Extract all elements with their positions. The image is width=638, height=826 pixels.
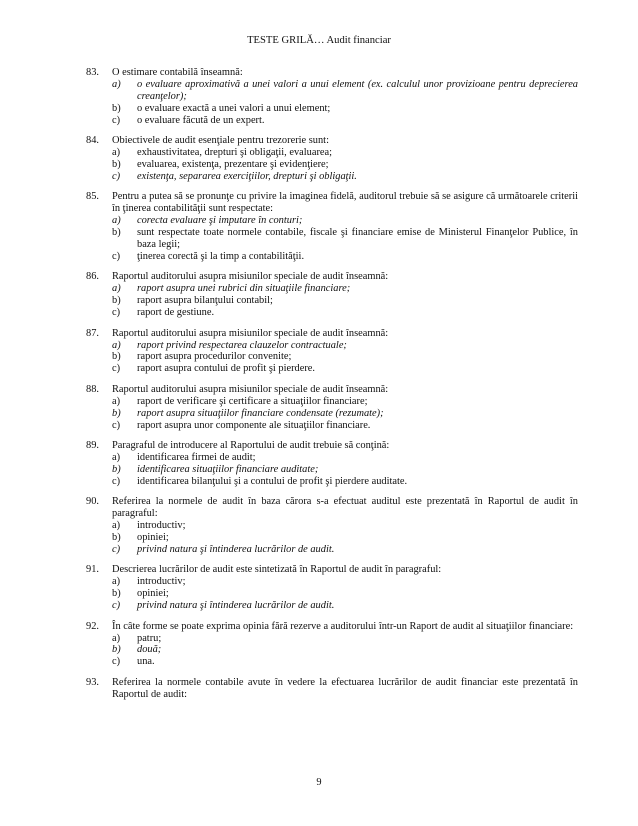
question-item — [86, 135, 578, 183]
question-item — [86, 384, 578, 432]
question-text: Raportul auditorului asupra misiunilor speciale de audit înseamnă: — [112, 383, 389, 395]
option-letter: c) — [112, 307, 121, 319]
answer-option — [112, 251, 578, 263]
option-text: raport asupra procedurilor convenite; — [137, 351, 292, 363]
question-item — [86, 496, 578, 556]
option-letter: b) — [112, 158, 121, 170]
question-text: O estimare contabilă înseamnă: — [112, 67, 243, 78]
answer-option-correct — [112, 283, 578, 295]
option-text: patru; — [137, 632, 162, 644]
option-text: raport asupra bilanţului contabil; — [137, 295, 273, 307]
option-text: o evaluare făcută de un expert. — [137, 114, 265, 126]
option-text: introductiv; — [137, 520, 186, 532]
option-text: identificarea bilanţului şi a contului de profit şi pierdere auditate. — [137, 475, 408, 487]
question-list — [86, 67, 578, 709]
answer-option-correct — [112, 464, 578, 476]
answer-option-correct — [112, 171, 578, 183]
option-letter: a) — [112, 147, 121, 159]
question-stem — [86, 328, 578, 340]
option-text: raport privind respectarea clauzelor contractuale; — [137, 339, 347, 351]
question-number: 92. — [86, 620, 99, 632]
question-stem — [86, 496, 578, 520]
answer-option — [112, 476, 578, 488]
option-letter: b) — [112, 463, 121, 475]
answer-option-correct — [112, 340, 578, 352]
option-text: identificarea situaţiilor financiare auditate; — [137, 463, 319, 475]
question-number: 91. — [86, 564, 99, 576]
option-text: una. — [137, 656, 155, 668]
answer-option — [112, 532, 578, 544]
question-text: Raportul auditorului asupra misiunilor speciale de audit înseamnă: — [112, 327, 389, 339]
option-letter: c) — [112, 170, 121, 182]
question-item — [86, 271, 578, 319]
option-text: două; — [137, 644, 162, 656]
answer-option-correct — [112, 544, 578, 556]
answer-options — [112, 340, 578, 376]
answer-options — [112, 576, 578, 612]
question-text: Descrierea lucrărilor de audit este sintetizată în Raportul de audit în paragraful: — [112, 564, 442, 576]
question-number: 85. — [86, 191, 99, 203]
option-letter: c) — [112, 363, 121, 375]
question-stem — [86, 564, 578, 576]
question-text: Referirea la normele de audit în baza cărora s-a efectuat auditul este prezentată în Raportul de audit în paragraful: — [112, 496, 578, 520]
question-number: 90. — [86, 496, 99, 508]
answer-options — [112, 452, 578, 488]
option-letter: a) — [112, 283, 121, 295]
option-letter: a) — [112, 632, 121, 644]
option-text: raport asupra unei rubrici din situaţiile financiare; — [137, 283, 351, 295]
page-header: TESTE GRILĂ… Audit financiar — [247, 35, 391, 46]
answer-option-correct — [112, 408, 578, 420]
question-item — [86, 67, 578, 127]
option-text: o evaluare exactă a unei valori a unui element; — [137, 102, 331, 114]
question-text: Pentru a putea să se pronunţe cu privire la imaginea fidelă, auditorul trebuie să se asigure că următoarele criterii în ţinerea contabilităţii sunt respectate: — [112, 191, 578, 215]
option-text: raport asupra unor componente ale situaţiilor financiare. — [137, 419, 371, 431]
question-text: Raportul auditorului asupra misiunilor speciale de audit înseamnă: — [112, 271, 389, 283]
answer-options — [112, 215, 578, 263]
answer-option-correct — [112, 600, 578, 612]
question-stem — [86, 271, 578, 283]
answer-option — [112, 227, 578, 251]
answer-option — [112, 520, 578, 532]
option-text: raport de verificare şi certificare a situaţiilor financiare; — [137, 395, 368, 407]
option-letter: a) — [112, 339, 121, 351]
option-letter: a) — [112, 215, 121, 227]
option-text: corecta evaluare şi imputare în conturi; — [137, 215, 303, 227]
answer-option — [112, 147, 578, 159]
question-item — [86, 621, 578, 669]
option-letter: b) — [112, 588, 121, 600]
option-letter: a) — [112, 520, 121, 532]
question-number: 83. — [86, 67, 99, 78]
answer-option — [112, 576, 578, 588]
option-letter: c) — [112, 600, 121, 612]
answer-options — [112, 283, 578, 319]
answer-option — [112, 452, 578, 464]
answer-option — [112, 307, 578, 319]
answer-options — [112, 396, 578, 432]
option-letter: c) — [112, 543, 121, 555]
option-text: ţinerea corectă şi la timp a contabilităţii. — [137, 250, 305, 262]
option-text: opiniei; — [137, 531, 169, 543]
option-text: raport de gestiune. — [137, 307, 215, 319]
option-letter: c) — [112, 250, 121, 262]
option-letter: a) — [112, 451, 121, 463]
option-text: identificarea firmei de audit; — [137, 451, 256, 463]
option-letter: c) — [112, 419, 121, 431]
answer-option — [112, 295, 578, 307]
answer-option — [112, 159, 578, 171]
question-item — [86, 677, 578, 701]
option-text: exhaustivitatea, drepturi şi obligaţii, evaluarea; — [137, 147, 333, 159]
question-number: 87. — [86, 327, 99, 339]
option-letter: c) — [112, 114, 121, 126]
option-letter: b) — [112, 644, 121, 656]
answer-option-correct — [112, 215, 578, 227]
option-text: raport asupra situaţiilor financiare condensate (rezumate); — [137, 407, 384, 419]
answer-options — [112, 633, 578, 669]
question-number: 84. — [86, 135, 99, 147]
question-text: Obiectivele de audit esenţiale pentru trezorerie sunt: — [112, 135, 329, 147]
question-item — [86, 328, 578, 376]
option-text: sunt respectate toate normele contabile, fiscale şi financiare emise de Ministerul Finanţelor Publice, în baza legii; — [137, 227, 578, 250]
option-letter: b) — [112, 407, 121, 419]
option-text: raport asupra contului de profit şi pierdere. — [137, 363, 316, 375]
question-number: 89. — [86, 440, 99, 452]
option-text: opiniei; — [137, 588, 169, 600]
option-letter: a) — [112, 576, 121, 588]
answer-option — [112, 103, 578, 115]
answer-option — [112, 588, 578, 600]
question-stem — [86, 191, 578, 215]
option-text: privind natura şi întinderea lucrărilor de audit. — [137, 543, 335, 555]
answer-option-correct — [112, 79, 578, 103]
option-letter: c) — [112, 475, 121, 487]
question-number: 93. — [86, 676, 99, 688]
option-letter: b) — [112, 531, 121, 543]
question-stem — [86, 135, 578, 147]
answer-option — [112, 633, 578, 645]
option-text: privind natura şi întinderea lucrărilor de audit. — [137, 600, 335, 612]
answer-option — [112, 420, 578, 432]
option-letter: a) — [112, 78, 121, 90]
option-text: introductiv; — [137, 576, 186, 588]
question-item — [86, 191, 578, 262]
question-stem — [86, 67, 578, 79]
answer-option-correct — [112, 644, 578, 656]
question-text: În câte forme se poate exprima opinia fără rezerve a auditorului într-un Raport de audit al situaţiilor financiare: — [112, 620, 574, 632]
page-number: 9 — [316, 777, 322, 788]
answer-options — [112, 79, 578, 127]
option-text: existenţa, separarea exerciţiilor, drepturi şi obligaţii. — [137, 170, 357, 182]
question-item — [86, 440, 578, 488]
answer-option — [112, 396, 578, 408]
answer-option — [112, 115, 578, 127]
option-letter: b) — [112, 295, 121, 307]
option-text: o evaluare aproximativă a unei valori a unui element (ex. calculul unor provizioane pentru deprecierea creanţelor); — [137, 78, 578, 102]
option-text: evaluarea, existenţa, prezentare şi evidenţiere; — [137, 158, 329, 170]
question-text: Paragraful de introducere al Raportului de audit trebuie să conţină: — [112, 440, 390, 452]
option-letter: b) — [112, 227, 121, 239]
question-stem — [86, 677, 578, 701]
option-letter: b) — [112, 351, 121, 363]
option-letter: b) — [112, 102, 121, 114]
answer-option — [112, 351, 578, 363]
question-stem — [86, 384, 578, 396]
question-stem — [86, 440, 578, 452]
question-text: Referirea la normele contabile avute în vedere la efectuarea lucrărilor de audit financiar este prezentată în Raportul de audit: — [112, 676, 578, 700]
question-number: 88. — [86, 383, 99, 395]
option-letter: c) — [112, 656, 121, 668]
question-number: 86. — [86, 271, 99, 283]
answer-option — [112, 656, 578, 668]
answer-option — [112, 363, 578, 375]
answer-options — [112, 520, 578, 556]
question-item — [86, 564, 578, 612]
option-letter: a) — [112, 395, 121, 407]
question-stem — [86, 621, 578, 633]
answer-options — [112, 147, 578, 183]
